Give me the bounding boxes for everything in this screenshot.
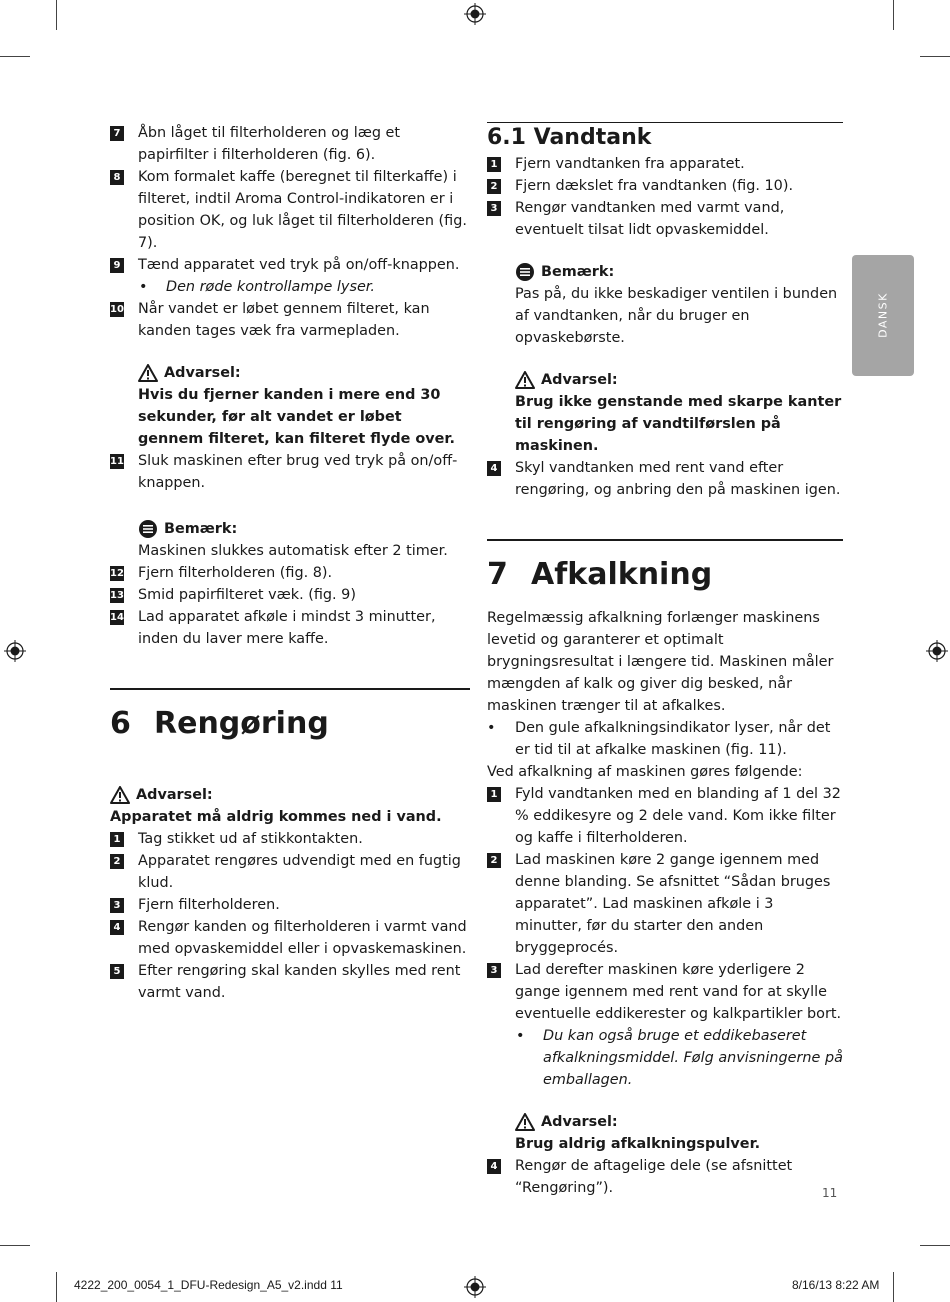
step-text: Rengør vandtanken med varmt vand, eventuelt tilsat lidt opvaskemiddel.: [515, 200, 785, 238]
numbered-step: [110, 894, 470, 916]
step-list: [110, 298, 470, 342]
intro-paragraph: Regelmæssig afkalkning forlænger maskinens levetid og garanterer et optimalt brygningsresultat i længere tid. Maskinen måler mængden af kalk og giver dig besked, når maskinen trænger til at afkalkes.: [487, 610, 834, 714]
step-text: Sluk maskinen efter brug ved tryk på on/off-knappen.: [138, 453, 458, 491]
numbered-step: [487, 783, 843, 849]
section-title: Rengøring: [154, 706, 329, 741]
step-number: 5: [110, 964, 124, 979]
registration-mark-icon: [464, 3, 486, 25]
step-number: 9: [110, 258, 124, 273]
page-number: 11: [822, 1186, 838, 1200]
step-number: 10: [110, 304, 124, 315]
warning-icon: [110, 786, 130, 804]
step-text: Åbn låget til filterholderen og læg et papirfilter i filterholderen (fig. 6).: [138, 125, 401, 163]
warning-title: Advarsel:: [541, 372, 618, 388]
step-list: [487, 1155, 843, 1199]
step-list: [110, 450, 470, 494]
step-number: 4: [487, 1159, 501, 1174]
warning-title: Advarsel:: [541, 1114, 618, 1130]
numbered-step: [487, 959, 843, 1025]
note-title: Bemærk:: [164, 521, 238, 537]
step-text: Rengør de aftagelige dele (se afsnittet “Rengøring”).: [515, 1158, 793, 1196]
left-column: [110, 122, 470, 1004]
step-list: [487, 153, 843, 241]
numbered-step: [487, 1155, 843, 1199]
warning-icon: [138, 364, 158, 382]
numbered-step: [110, 606, 470, 650]
crop-mark: [920, 1245, 950, 1246]
step-text: Når vandet er løbet gennem filteret, kan kanden tages væk fra varmepladen.: [138, 301, 430, 339]
step-text: Lad maskinen køre 2 gange igennem med denne blanding. Se afsnittet “Sådan bruges apparatet”. Lad maskinen afkøle i 3 minutter, før du starter den anden bryggeprocés.: [515, 852, 831, 956]
numbered-step: [110, 254, 470, 276]
note-box: [110, 518, 470, 562]
crop-mark: [0, 56, 30, 57]
language-tab-label: DANSK: [876, 292, 890, 338]
note-heading: [138, 518, 470, 540]
language-tab: [852, 255, 914, 376]
step-number: 1: [110, 832, 124, 847]
note-heading: [515, 261, 843, 283]
numbered-step: [110, 960, 470, 1004]
crop-mark: [56, 1272, 57, 1302]
step-text: Kom formalet kaffe (beregnet til filterkaffe) i filteret, indtil Aroma Control-indikatoren er i position OK, og luk låget til filterholderen (fig. 7).: [138, 169, 467, 251]
warning-icon: [515, 1113, 535, 1131]
step-list: [487, 783, 843, 1025]
warning-icon: [515, 371, 535, 389]
step-text: Fjern vandtanken fra apparatet.: [515, 156, 745, 172]
step-number: 1: [487, 787, 501, 802]
step-text: Smid papirfilteret væk. (fig. 9): [138, 587, 356, 603]
step-text: Efter rengøring skal kanden skylles med rent varmt vand.: [138, 963, 461, 1001]
warning-box: [487, 1111, 843, 1155]
step-text: Rengør kanden og filterholderen i varmt vand med opvaskemiddel eller i opvaskemaskinen.: [138, 919, 467, 957]
footer-filename: 4222_200_0054_1_DFU-Redesign_A5_v2.indd 11: [74, 1278, 343, 1292]
note-text: Pas på, du ikke beskadiger ventilen i bunden af vandtanken, når du bruger en opvaskebørste.: [515, 286, 838, 346]
numbered-step: [110, 828, 470, 850]
warning-box: [110, 784, 470, 828]
numbered-step: [110, 450, 470, 494]
step-number: 3: [487, 201, 501, 216]
step-list: [110, 828, 470, 1004]
registration-mark-icon: [926, 640, 948, 662]
numbered-step: [110, 298, 470, 342]
step-text: Fjern filterholderen.: [138, 897, 280, 913]
step-number: 14: [110, 612, 124, 623]
step-number: 4: [110, 920, 124, 935]
crop-mark: [893, 0, 894, 30]
numbered-step: [487, 153, 843, 175]
warning-title: Advarsel:: [164, 365, 241, 381]
step-number: 8: [110, 170, 124, 185]
numbered-step: [487, 175, 843, 197]
section-heading: [110, 704, 470, 744]
note-text: Maskinen slukkes automatisk efter 2 timer.: [138, 543, 448, 559]
step-list: [487, 457, 843, 501]
step-number: 3: [487, 963, 501, 978]
warning-box: [487, 369, 843, 457]
numbered-step: [487, 457, 843, 501]
right-column: [487, 122, 843, 1199]
step-number: 13: [110, 590, 124, 601]
step-number: 4: [487, 461, 501, 476]
section-title: Afkalkning: [531, 557, 713, 592]
step-number: 3: [110, 898, 124, 913]
crop-mark: [893, 1272, 894, 1302]
numbered-step: [487, 849, 843, 959]
section-number: 7: [487, 557, 508, 592]
step-text: Skyl vandtanken med rent vand efter rengøring, og anbring den på maskinen igen.: [515, 460, 841, 498]
step-text: Fyld vandtanken med en blanding af 1 del 32 % eddikesyre og 2 dele vand. Kom ikke filter og kaffe i filterholderen.: [515, 786, 841, 846]
note-icon: [515, 262, 535, 282]
step-list: [110, 122, 470, 276]
footer-date: 8/16/13 8:22 AM: [792, 1278, 880, 1292]
section-heading: [487, 555, 843, 595]
step-text: Fjern dækslet fra vandtanken (fig. 10).: [515, 178, 794, 194]
step-text: Lad derefter maskinen køre yderligere 2 gange igennem med rent vand for at skylle eventuelle eddikerester og kalkpartikler bort.: [515, 962, 842, 1022]
crop-mark: [920, 56, 950, 57]
step-number: 12: [110, 568, 124, 579]
subsection-heading: 6.1 Vandtank: [487, 125, 652, 150]
note-icon: [138, 519, 158, 539]
step-number: 11: [110, 456, 124, 467]
warning-heading: [515, 1111, 843, 1133]
numbered-step: [110, 916, 470, 960]
step-text: Tag stikket ud af stikkontakten.: [138, 831, 363, 847]
step-number: 1: [487, 157, 501, 172]
step-list: [110, 562, 470, 650]
numbered-step: [110, 562, 470, 584]
warning-title: Advarsel:: [136, 787, 213, 803]
step-number: 7: [110, 126, 124, 141]
registration-mark-icon: [464, 1276, 486, 1298]
crop-mark: [56, 0, 57, 30]
step-number: 2: [487, 179, 501, 194]
section-number: 6: [110, 706, 131, 741]
warning-heading: [515, 369, 843, 391]
numbered-step: [110, 122, 470, 166]
bullet-item: • Du kan også bruge et eddikebaseret afkalkningsmiddel. Følg anvisningerne på emballagen.: [487, 1025, 843, 1091]
note-box: [487, 261, 843, 349]
bullet-item: • Den gule afkalkningsindikator lyser, når det er tid til at afkalke maskinen (fig. 11).: [487, 717, 843, 761]
numbered-step: [487, 197, 843, 241]
step-number: 2: [110, 854, 124, 869]
warning-text: Brug ikke genstande med skarpe kanter til rengøring af vandtilførslen på maskinen.: [515, 394, 842, 454]
warning-box: [110, 362, 470, 450]
warning-text: Apparatet må aldrig kommes ned i vand.: [110, 809, 442, 825]
warning-heading: [138, 362, 470, 384]
numbered-step: [110, 166, 470, 254]
lead-paragraph: Ved afkalkning af maskinen gøres følgende:: [487, 764, 803, 780]
numbered-step: [110, 850, 470, 894]
crop-mark: [0, 1245, 30, 1246]
registration-mark-icon: [4, 640, 26, 662]
numbered-step: [110, 584, 470, 606]
warning-text: Hvis du fjerner kanden i mere end 30 sekunder, før alt vandet er løbet gennem filteret, kan filteret flyde over.: [138, 387, 455, 447]
step-text: Fjern filterholderen (fig. 8).: [138, 565, 333, 581]
step-number: 2: [487, 853, 501, 868]
bullet-item: • Den røde kontrollampe lyser.: [110, 276, 470, 298]
note-title: Bemærk:: [541, 264, 615, 280]
warning-heading: [110, 784, 470, 806]
step-text: Tænd apparatet ved tryk på on/off-knappen.: [138, 257, 460, 273]
step-text: Apparatet rengøres udvendigt med en fugtig klud.: [138, 853, 461, 891]
step-text: Lad apparatet afkøle i mindst 3 minutter, inden du laver mere kaffe.: [138, 609, 436, 647]
warning-text: Brug aldrig afkalkningspulver.: [515, 1136, 761, 1152]
